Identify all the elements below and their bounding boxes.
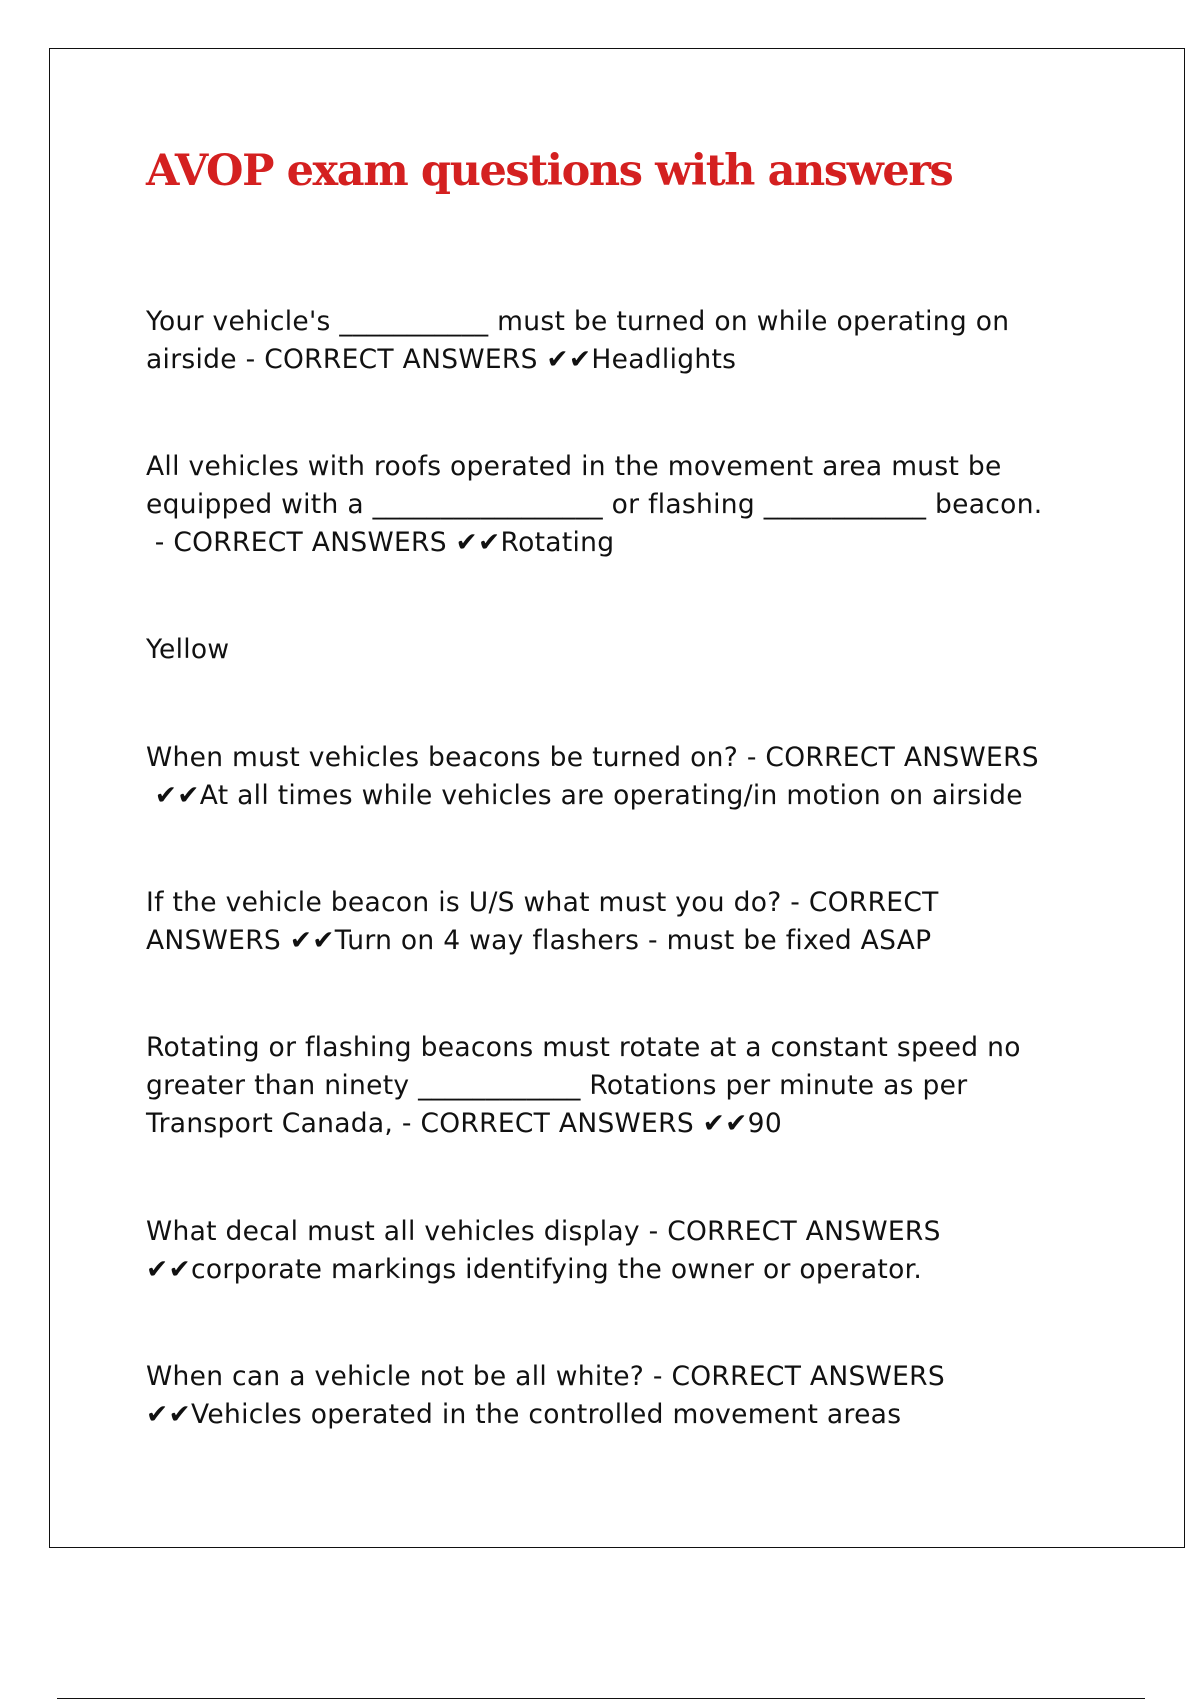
qa-block-vehicle-color: When can a vehicle not be all white? - CORRECT ANSWERS ✔✔Vehicles operated in the controlled movement areas xyxy=(146,1361,945,1430)
qa-block-rotation-speed: Rotating or flashing beacons must rotate at a constant speed no greater than ninety ____________ Rotations per minute as per Transport Canada, - CORRECT ANSWERS ✔✔90 xyxy=(146,1032,1021,1139)
document-title: AVOP exam questions with answers xyxy=(146,146,953,196)
footer-divider xyxy=(57,1698,1145,1699)
qa-block-beacon-timing: When must vehicles beacons be turned on? - CORRECT ANSWERS ✔✔At all times while vehicles are operating/in motion on airside xyxy=(146,742,1039,811)
qa-block-beacon-type: All vehicles with roofs operated in the movement area must be equipped with a _________________ or flashing ____________ beacon. - CORRECT ANSWERS ✔✔Rotating xyxy=(146,451,1043,558)
qa-block-beacon-color: Yellow xyxy=(146,634,230,665)
qa-block-headlights: Your vehicle's ___________ must be turned on while operating on airside - CORRECT ANSWERS ✔✔Headlights xyxy=(146,306,1010,375)
qa-block-decal: What decal must all vehicles display - CORRECT ANSWERS ✔✔corporate markings identifying the owner or operator. xyxy=(146,1216,941,1285)
qa-block-beacon-unserviceable: If the vehicle beacon is U/S what must you do? - CORRECT ANSWERS ✔✔Turn on 4 way flashers - must be fixed ASAP xyxy=(146,887,939,956)
